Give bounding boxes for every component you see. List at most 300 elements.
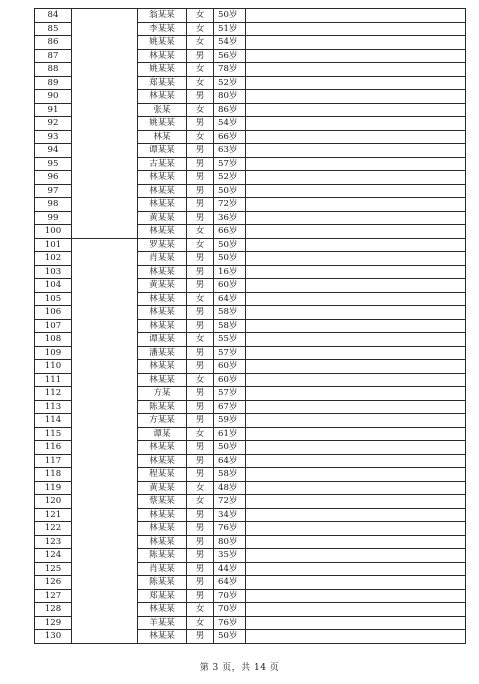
group-cell	[72, 211, 138, 225]
gender-cell: 女	[187, 225, 214, 239]
age-cell: 70岁	[214, 603, 246, 617]
gender-cell: 女	[187, 427, 214, 441]
age-cell: 44岁	[214, 562, 246, 576]
group-cell	[72, 90, 138, 104]
name-cell: 肖某某	[138, 562, 187, 576]
remarks-cell	[246, 414, 466, 428]
row-number-cell: 98	[35, 198, 72, 212]
row-number-cell: 97	[35, 184, 72, 198]
remarks-cell	[246, 468, 466, 482]
table-row	[35, 117, 466, 131]
group-cell	[72, 144, 138, 158]
gender-cell: 男	[187, 576, 214, 590]
age-cell: 80岁	[214, 90, 246, 104]
remarks-cell	[246, 90, 466, 104]
table-row	[35, 576, 466, 590]
table-row	[35, 346, 466, 360]
table-row	[35, 333, 466, 347]
gender-cell: 女	[187, 22, 214, 36]
table-row	[35, 535, 466, 549]
age-cell: 16岁	[214, 265, 246, 279]
table-row	[35, 603, 466, 617]
gender-cell: 男	[187, 211, 214, 225]
name-cell: 李某某	[138, 22, 187, 36]
remarks-cell	[246, 495, 466, 509]
group-cell	[72, 373, 138, 387]
group-cell	[72, 9, 138, 23]
name-cell: 林某某	[138, 319, 187, 333]
group-cell	[72, 265, 138, 279]
name-cell: 古某某	[138, 157, 187, 171]
name-cell: 林某某	[138, 198, 187, 212]
group-cell	[72, 171, 138, 185]
remarks-cell	[246, 279, 466, 293]
remarks-cell	[246, 576, 466, 590]
table-row	[35, 130, 466, 144]
row-number-cell: 101	[35, 238, 72, 252]
remarks-cell	[246, 252, 466, 266]
group-cell	[72, 306, 138, 320]
group-cell	[72, 76, 138, 90]
group-cell	[72, 225, 138, 239]
row-number-cell: 124	[35, 549, 72, 563]
gender-cell: 男	[187, 279, 214, 293]
group-cell	[72, 387, 138, 401]
name-cell: 姚某某	[138, 117, 187, 131]
remarks-cell	[246, 76, 466, 90]
name-cell: 罗某某	[138, 238, 187, 252]
remarks-cell	[246, 400, 466, 414]
age-cell: 57岁	[214, 157, 246, 171]
age-cell: 66岁	[214, 130, 246, 144]
remarks-cell	[246, 171, 466, 185]
row-number-cell: 110	[35, 360, 72, 374]
name-cell: 林某某	[138, 292, 187, 306]
age-cell: 80岁	[214, 535, 246, 549]
page-footer: 第 3 页，共 14 页	[199, 663, 280, 673]
row-number-cell: 105	[35, 292, 72, 306]
group-cell	[72, 346, 138, 360]
remarks-cell	[246, 454, 466, 468]
group-cell	[72, 103, 138, 117]
age-cell: 67岁	[214, 400, 246, 414]
table-row	[35, 495, 466, 509]
group-cell	[72, 238, 138, 252]
row-number-cell: 85	[35, 22, 72, 36]
table-row	[35, 279, 466, 293]
remarks-cell	[246, 225, 466, 239]
roster-table	[34, 8, 466, 644]
remarks-cell	[246, 360, 466, 374]
group-cell	[72, 562, 138, 576]
gender-cell: 男	[187, 549, 214, 563]
row-number-cell: 129	[35, 616, 72, 630]
row-number-cell: 84	[35, 9, 72, 23]
table-row	[35, 157, 466, 171]
row-number-cell: 95	[35, 157, 72, 171]
group-cell	[72, 616, 138, 630]
gender-cell: 男	[187, 360, 214, 374]
age-cell: 34岁	[214, 508, 246, 522]
age-cell: 54岁	[214, 36, 246, 50]
remarks-cell	[246, 549, 466, 563]
name-cell: 林某某	[138, 508, 187, 522]
table-row	[35, 76, 466, 90]
remarks-cell	[246, 184, 466, 198]
row-number-cell: 88	[35, 63, 72, 77]
gender-cell: 男	[187, 468, 214, 482]
row-number-cell: 86	[35, 36, 72, 50]
name-cell: 张某	[138, 103, 187, 117]
age-cell: 51岁	[214, 22, 246, 36]
roster-table-body	[35, 9, 466, 644]
remarks-cell	[246, 589, 466, 603]
age-cell: 66岁	[214, 225, 246, 239]
age-cell: 60岁	[214, 373, 246, 387]
row-number-cell: 108	[35, 333, 72, 347]
remarks-cell	[246, 130, 466, 144]
remarks-cell	[246, 522, 466, 536]
row-number-cell: 111	[35, 373, 72, 387]
age-cell: 60岁	[214, 360, 246, 374]
age-cell: 57岁	[214, 387, 246, 401]
group-cell	[72, 319, 138, 333]
row-number-cell: 106	[35, 306, 72, 320]
remarks-cell	[246, 103, 466, 117]
gender-cell: 女	[187, 103, 214, 117]
table-row	[35, 171, 466, 185]
group-cell	[72, 36, 138, 50]
age-cell: 70岁	[214, 589, 246, 603]
name-cell: 潘某某	[138, 346, 187, 360]
row-number-cell: 92	[35, 117, 72, 131]
table-row	[35, 265, 466, 279]
age-cell: 64岁	[214, 292, 246, 306]
group-cell	[72, 481, 138, 495]
gender-cell: 女	[187, 238, 214, 252]
table-row	[35, 238, 466, 252]
table-row	[35, 211, 466, 225]
remarks-cell	[246, 535, 466, 549]
remarks-cell	[246, 616, 466, 630]
group-cell	[72, 130, 138, 144]
name-cell: 林某	[138, 130, 187, 144]
remarks-cell	[246, 238, 466, 252]
roster-table-container	[34, 8, 465, 644]
name-cell: 林某某	[138, 373, 187, 387]
age-cell: 50岁	[214, 184, 246, 198]
group-cell	[72, 454, 138, 468]
age-cell: 50岁	[214, 9, 246, 23]
gender-cell: 男	[187, 144, 214, 158]
remarks-cell	[246, 603, 466, 617]
remarks-cell	[246, 306, 466, 320]
remarks-cell	[246, 144, 466, 158]
table-row	[35, 292, 466, 306]
name-cell: 林某某	[138, 630, 187, 644]
name-cell: 林某某	[138, 49, 187, 63]
row-number-cell: 119	[35, 481, 72, 495]
age-cell: 54岁	[214, 117, 246, 131]
gender-cell: 男	[187, 630, 214, 644]
row-number-cell: 89	[35, 76, 72, 90]
row-number-cell: 122	[35, 522, 72, 536]
remarks-cell	[246, 211, 466, 225]
gender-cell: 女	[187, 481, 214, 495]
age-cell: 78岁	[214, 63, 246, 77]
gender-cell: 女	[187, 130, 214, 144]
gender-cell: 男	[187, 522, 214, 536]
table-row	[35, 387, 466, 401]
table-row	[35, 225, 466, 239]
remarks-cell	[246, 9, 466, 23]
age-cell: 35岁	[214, 549, 246, 563]
age-cell: 60岁	[214, 279, 246, 293]
name-cell: 林某某	[138, 265, 187, 279]
group-cell	[72, 279, 138, 293]
age-cell: 76岁	[214, 522, 246, 536]
age-cell: 52岁	[214, 171, 246, 185]
table-row	[35, 360, 466, 374]
row-number-cell: 123	[35, 535, 72, 549]
age-cell: 58岁	[214, 468, 246, 482]
group-cell	[72, 576, 138, 590]
remarks-cell	[246, 630, 466, 644]
table-row	[35, 63, 466, 77]
group-cell	[72, 22, 138, 36]
gender-cell: 男	[187, 157, 214, 171]
row-number-cell: 102	[35, 252, 72, 266]
remarks-cell	[246, 333, 466, 347]
table-row	[35, 103, 466, 117]
age-cell: 58岁	[214, 306, 246, 320]
table-row	[35, 306, 466, 320]
age-cell: 76岁	[214, 616, 246, 630]
remarks-cell	[246, 427, 466, 441]
name-cell: 谭某	[138, 427, 187, 441]
age-cell: 72岁	[214, 495, 246, 509]
row-number-cell: 116	[35, 441, 72, 455]
remarks-cell	[246, 63, 466, 77]
row-number-cell: 107	[35, 319, 72, 333]
gender-cell: 男	[187, 562, 214, 576]
table-row	[35, 319, 466, 333]
table-row	[35, 400, 466, 414]
name-cell: 谭某某	[138, 144, 187, 158]
row-number-cell: 91	[35, 103, 72, 117]
age-cell: 56岁	[214, 49, 246, 63]
group-cell	[72, 508, 138, 522]
name-cell: 肖某某	[138, 252, 187, 266]
name-cell: 黄某某	[138, 481, 187, 495]
group-cell	[72, 157, 138, 171]
group-cell	[72, 589, 138, 603]
table-row	[35, 144, 466, 158]
group-cell	[72, 495, 138, 509]
remarks-cell	[246, 481, 466, 495]
age-cell: 36岁	[214, 211, 246, 225]
remarks-cell	[246, 157, 466, 171]
table-row	[35, 49, 466, 63]
name-cell: 林某某	[138, 360, 187, 374]
name-cell: 黄某某	[138, 279, 187, 293]
group-cell	[72, 360, 138, 374]
gender-cell: 男	[187, 184, 214, 198]
group-cell	[72, 549, 138, 563]
name-cell: 陈某某	[138, 549, 187, 563]
table-row	[35, 522, 466, 536]
row-number-cell: 121	[35, 508, 72, 522]
group-cell	[72, 117, 138, 131]
table-row	[35, 508, 466, 522]
row-number-cell: 87	[35, 49, 72, 63]
name-cell: 郑某某	[138, 76, 187, 90]
table-row	[35, 22, 466, 36]
table-row	[35, 36, 466, 50]
table-row	[35, 630, 466, 644]
age-cell: 64岁	[214, 576, 246, 590]
name-cell: 程某某	[138, 468, 187, 482]
age-cell: 86岁	[214, 103, 246, 117]
gender-cell: 女	[187, 603, 214, 617]
name-cell: 林某某	[138, 225, 187, 239]
name-cell: 林某某	[138, 90, 187, 104]
table-row	[35, 589, 466, 603]
name-cell: 林某某	[138, 171, 187, 185]
gender-cell: 男	[187, 117, 214, 131]
gender-cell: 男	[187, 171, 214, 185]
age-cell: 55岁	[214, 333, 246, 347]
table-row	[35, 441, 466, 455]
row-number-cell: 104	[35, 279, 72, 293]
remarks-cell	[246, 441, 466, 455]
row-number-cell: 93	[35, 130, 72, 144]
group-cell	[72, 522, 138, 536]
name-cell: 姚某某	[138, 36, 187, 50]
group-cell	[72, 468, 138, 482]
gender-cell: 男	[187, 400, 214, 414]
name-cell: 黄某某	[138, 211, 187, 225]
gender-cell: 男	[187, 387, 214, 401]
age-cell: 48岁	[214, 481, 246, 495]
group-cell	[72, 427, 138, 441]
table-row	[35, 373, 466, 387]
remarks-cell	[246, 319, 466, 333]
gender-cell: 男	[187, 49, 214, 63]
age-cell: 50岁	[214, 441, 246, 455]
name-cell: 姚某某	[138, 63, 187, 77]
row-number-cell: 126	[35, 576, 72, 590]
name-cell: 陈某某	[138, 400, 187, 414]
table-row	[35, 427, 466, 441]
remarks-cell	[246, 562, 466, 576]
name-cell: 陈某某	[138, 576, 187, 590]
name-cell: 林某某	[138, 184, 187, 198]
row-number-cell: 130	[35, 630, 72, 644]
gender-cell: 女	[187, 373, 214, 387]
name-cell: 林某某	[138, 535, 187, 549]
name-cell: 林某某	[138, 522, 187, 536]
row-number-cell: 90	[35, 90, 72, 104]
gender-cell: 男	[187, 319, 214, 333]
group-cell	[72, 292, 138, 306]
age-cell: 72岁	[214, 198, 246, 212]
age-cell: 52岁	[214, 76, 246, 90]
row-number-cell: 114	[35, 414, 72, 428]
table-row	[35, 414, 466, 428]
age-cell: 59岁	[214, 414, 246, 428]
row-number-cell: 94	[35, 144, 72, 158]
table-row	[35, 562, 466, 576]
name-cell: 方某	[138, 387, 187, 401]
gender-cell: 男	[187, 589, 214, 603]
row-number-cell: 99	[35, 211, 72, 225]
gender-cell: 女	[187, 9, 214, 23]
gender-cell: 男	[187, 306, 214, 320]
table-row	[35, 90, 466, 104]
row-number-cell: 117	[35, 454, 72, 468]
remarks-cell	[246, 373, 466, 387]
group-cell	[72, 441, 138, 455]
group-cell	[72, 535, 138, 549]
row-number-cell: 128	[35, 603, 72, 617]
age-cell: 50岁	[214, 238, 246, 252]
row-number-cell: 127	[35, 589, 72, 603]
row-number-cell: 112	[35, 387, 72, 401]
remarks-cell	[246, 198, 466, 212]
remarks-cell	[246, 387, 466, 401]
row-number-cell: 109	[35, 346, 72, 360]
age-cell: 64岁	[214, 454, 246, 468]
group-cell	[72, 252, 138, 266]
gender-cell: 男	[187, 414, 214, 428]
remarks-cell	[246, 346, 466, 360]
group-cell	[72, 630, 138, 644]
remarks-cell	[246, 117, 466, 131]
remarks-cell	[246, 22, 466, 36]
gender-cell: 男	[187, 252, 214, 266]
gender-cell: 男	[187, 441, 214, 455]
gender-cell: 女	[187, 333, 214, 347]
gender-cell: 男	[187, 508, 214, 522]
gender-cell: 男	[187, 454, 214, 468]
row-number-cell: 125	[35, 562, 72, 576]
remarks-cell	[246, 265, 466, 279]
table-row	[35, 184, 466, 198]
table-row	[35, 198, 466, 212]
table-row	[35, 616, 466, 630]
gender-cell: 男	[187, 346, 214, 360]
table-row	[35, 468, 466, 482]
remarks-cell	[246, 508, 466, 522]
gender-cell: 女	[187, 495, 214, 509]
remarks-cell	[246, 292, 466, 306]
gender-cell: 女	[187, 292, 214, 306]
row-number-cell: 113	[35, 400, 72, 414]
group-cell	[72, 198, 138, 212]
gender-cell: 男	[187, 198, 214, 212]
age-cell: 50岁	[214, 252, 246, 266]
name-cell: 谭某某	[138, 333, 187, 347]
row-number-cell: 103	[35, 265, 72, 279]
gender-cell: 男	[187, 265, 214, 279]
row-number-cell: 120	[35, 495, 72, 509]
table-row	[35, 252, 466, 266]
gender-cell: 女	[187, 36, 214, 50]
gender-cell: 男	[187, 535, 214, 549]
remarks-cell	[246, 49, 466, 63]
gender-cell: 男	[187, 90, 214, 104]
